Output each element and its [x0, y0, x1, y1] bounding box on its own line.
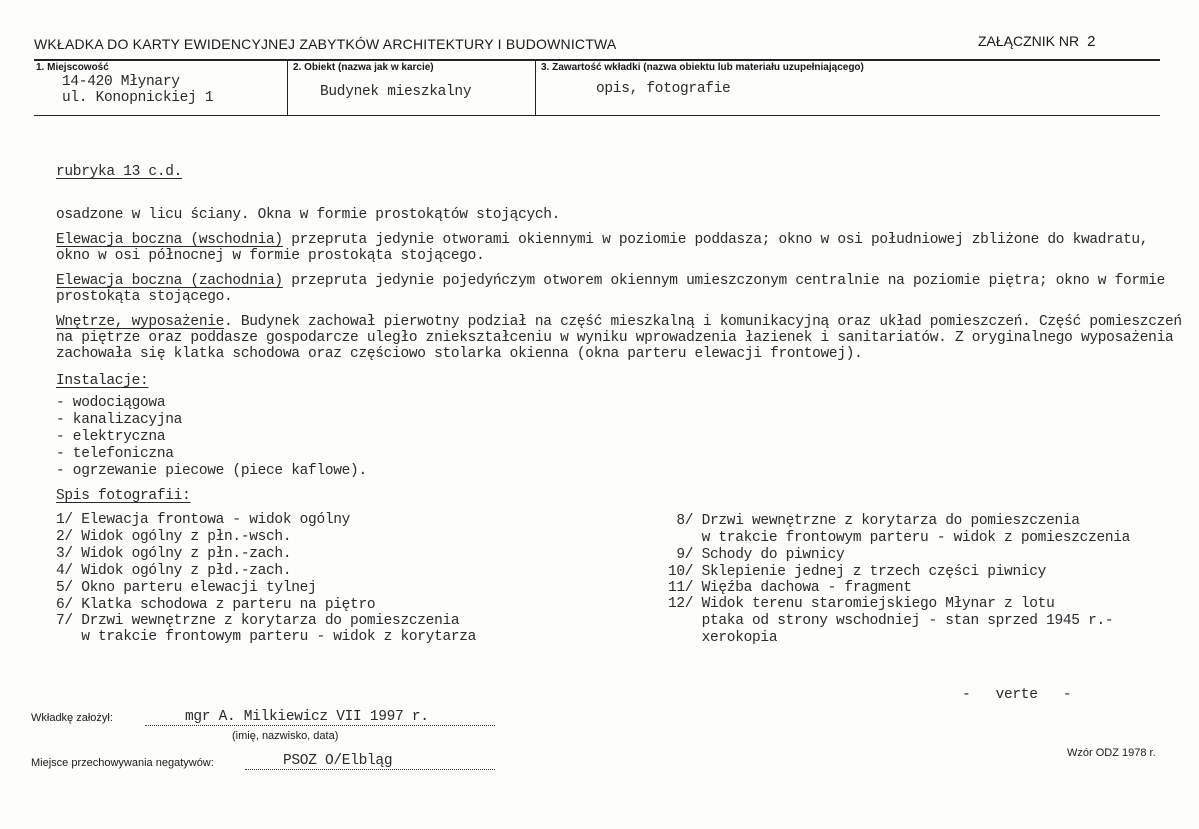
header-bottom-rule [34, 115, 1160, 116]
photo-list-left-item: 4/ Widok ogólny z płd.-zach. [56, 563, 292, 579]
field-3-label: 3. Zawartość wkładki [541, 62, 641, 73]
field-3-note: (nazwa obiektu lub materiału uzupełniającego) [643, 62, 864, 73]
west-elevation-text: przepruta jedynie pojedyńczym otworem okiennym umieszczonym centralnie na poziomie piętra; okno w formie [282, 273, 1165, 289]
photo-list-right-item: 10/ Sklepienie jednej z trzech części piwnicy [668, 564, 1047, 580]
east-elevation-heading: Elewacja boczna (wschodnia) [56, 232, 283, 248]
photo-list-right-item: 11/ Więźba dachowa - fragment [668, 580, 912, 596]
photo-list-right-item: 9/ Schody do piwnicy [668, 547, 845, 563]
photo-list-heading: Spis fotografii: [56, 488, 191, 504]
photo-list-left-item: 7/ Drzwi wewnętrzne z korytarza do pomieszczenia [56, 613, 460, 629]
attachment-value: 2 [1087, 33, 1096, 50]
photo-list-right-item: 8/ Drzwi wewnętrzne z korytarza do pomieszczenia [668, 513, 1080, 529]
photo-list-right-item: 12/ Widok terenu staromiejskiego Młynar z lotu [668, 596, 1055, 612]
form-title: WKŁADKA DO KARTY EWIDENCYJNEJ ZABYTKÓW ARCHITEKTURY I BUDOWNICTWA [34, 36, 617, 52]
interior-heading: Wnętrze, wyposażenie [56, 314, 225, 330]
interior-text: . Budynek zachował pierwotny podział na część mieszkalną i komunikacyjną oraz układ pomieszczeń. Część pomieszczeń [224, 314, 1182, 330]
body-line-2 [56, 232, 1148, 248]
photo-list-left-item: 6/ Klatka schodowa z parteru na piętro [56, 597, 376, 613]
body-line-6 [56, 314, 1182, 330]
negatives-location-label: Miejsce przechowywania negatywów: [31, 757, 214, 769]
photo-list-right-item: w trakcie frontowym parteru - widok z pomieszczenia [668, 530, 1131, 546]
body-line-4 [56, 273, 1165, 289]
founder-value: mgr A. Milkiewicz VII 1997 r. [145, 709, 495, 726]
field-1-line-1: 14-420 Młynary [62, 74, 180, 90]
attachment-number [978, 33, 1095, 50]
installation-item: - kanalizacyjna [56, 412, 183, 428]
field-2-note: (nazwa jak w karcie) [338, 62, 434, 73]
header-top-rule [34, 59, 1160, 61]
attachment-label: ZAŁĄCZNIK NR [978, 33, 1080, 49]
photo-list-left-item: 1/ Elewacja frontowa - widok ogólny [56, 512, 351, 528]
body-line-1: osadzone w licu ściany. Okna w formie prostokątów stojących. [56, 207, 561, 223]
field-1-label: 1. Miejscowość [36, 62, 109, 73]
photo-list-left-item: w trakcie frontowym parteru - widok z korytarza [56, 629, 477, 645]
field-divider-1 [287, 60, 288, 116]
field-2-header [293, 62, 434, 73]
negatives-location-value: PSOZ O/Elbląg [245, 753, 495, 770]
body-line-5: prostokąta stojącego. [56, 289, 233, 305]
photo-list-right-item: xerokopia [668, 630, 778, 646]
installation-item: - ogrzewanie piecowe (piece kaflowe). [56, 463, 367, 479]
body-line-8: zachowała się klatka schodowa oraz częściowo stolarka okienna (okna parteru elewacji frontowej). [56, 346, 863, 362]
installations-heading: Instalacje: [56, 373, 149, 389]
photo-list-left-item: 3/ Widok ogólny z płn.-zach. [56, 546, 292, 562]
installation-item: - elektryczna [56, 429, 166, 445]
verte-note: - verte - [962, 687, 1072, 703]
installation-item: - telefoniczna [56, 446, 174, 462]
field-2-value: Budynek mieszkalny [320, 84, 472, 100]
body-line-3: okno w osi północnej w formie prostokąta stojącego. [56, 248, 485, 264]
installation-item: - wodociągowa [56, 395, 166, 411]
body-line-7: na piętrze oraz poddasze gospodarcze uległo zniekształceniu w wyniku wprowadzenia łazienek i sanitariatów. Z oryginalnego wyposażenia [56, 330, 1174, 346]
founder-note: (imię, nazwisko, data) [232, 730, 339, 742]
field-3-header [541, 62, 864, 73]
rubryka-heading: rubryka 13 c.d. [56, 164, 183, 180]
photo-list-right-item: ptaka od strony wschodniej - stan sprzed 1945 r.- [668, 613, 1114, 629]
form-model: Wzór ODZ 1978 r. [1067, 747, 1156, 759]
field-3-value: opis, fotografie [596, 81, 731, 97]
photo-list-left-item: 5/ Okno parteru elewacji tylnej [56, 580, 317, 596]
field-divider-2 [535, 60, 536, 116]
field-1-line-2: ul. Konopnickiej 1 [62, 90, 214, 106]
photo-list-left-item: 2/ Widok ogólny z płn.-wsch. [56, 529, 292, 545]
field-2-label: 2. Obiekt [293, 62, 336, 73]
east-elevation-text: przepruta jedynie otworami okiennymi w poziomie poddasza; okno w osi południowej zbliżone do kwadratu, [282, 232, 1149, 248]
founder-label: Wkładkę założył: [31, 712, 113, 724]
west-elevation-heading: Elewacja boczna (zachodnia) [56, 273, 283, 289]
